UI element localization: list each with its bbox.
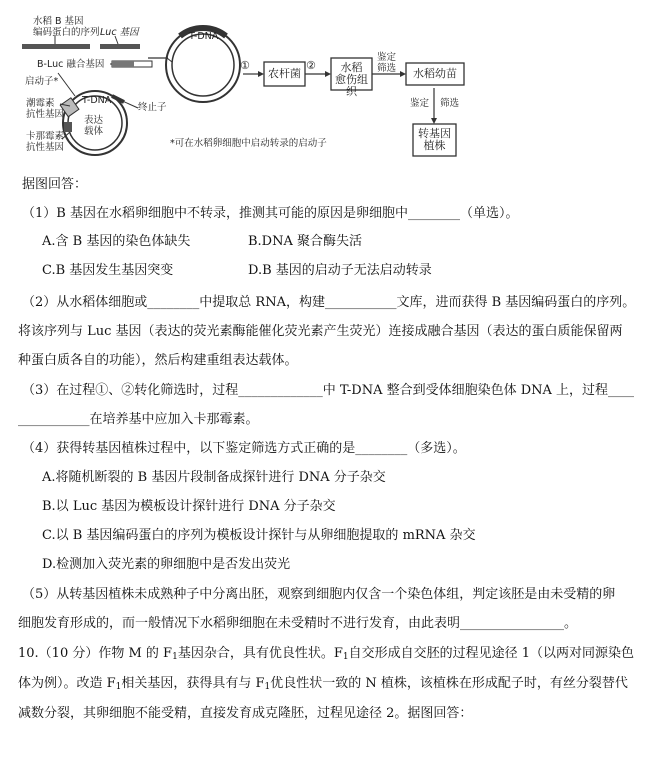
step-1: ① [240,59,250,72]
luc-label: Luc 基因 [100,27,139,38]
q4-option-c: C.以 B 基因编码蛋白的序列为模板设计探针与从卵细胞提取的 mRNA 杂交 [42,528,476,543]
q1-option-d: D.B 基因的启动子无法启动转录 [248,263,432,278]
screen1-label: 鉴定 筛选 [377,52,397,74]
screen2a-label: 鉴定 [410,98,430,109]
screen2b-label: 筛选 [440,98,460,109]
question-10-line-1: 10.（10 分）作物 M 的 $F_1$基因杂合，具有优良性状。$F_1$自交形成自交胚的过程见途径 1（以两对同源染色 [18,646,634,662]
question-2-line-1: （2）从水稻体细胞或________中提取总 RNA，构建___________文库，进而获得 B 基因编码蛋白的序列。 [22,295,636,310]
b-gene-segment [22,44,90,49]
question-5-line-2: 细胞发育形成的，而一般情况下水稻卵细胞在未受精时不进行发育，由此表明________________。 [18,616,578,631]
question-3-line-1: （3）在过程①、②转化筛选时，过程_____________中 T-DNA 整合到受体细胞染色体 DNA 上，过程____ [22,383,635,398]
transgenic-text: 转基因 植株 [418,127,451,152]
b-gene-label: 水稻 B 基因 编码蛋白的序列 [33,16,100,38]
fusion-label: B-Luc 融合基因 [37,59,105,70]
luc-gene-segment [100,44,140,49]
question-10-line-3: 减数分裂，其卵细胞不能受精，直接发育成克隆胚，过程见途径 2。据图回答： [18,706,473,721]
tdna-left-label: T-DNA [82,95,112,106]
promoter-label: 启动子* [25,76,59,87]
question-2-line-2: 将该序列与 Luc 基因（表达的荧光素酶能催化荧光素产生荧光）连接成融合基因（表达的蛋白质能保留两 [18,324,623,339]
q1-option-b: B.DNA 聚合酶失活 [248,234,363,249]
question-5-line-1: （5）从转基因植株未成熟种子中分离出胚，观察到细胞内仅含一个染色体组，判定该胚是由未受精的卵 [22,587,616,602]
q1-option-c: C.B 基因发生基因突变 [42,263,174,278]
footnote: *可在水稻卵细胞中启动转录的启动子 [170,138,327,149]
terminator-label: 终止子 [138,102,167,113]
tdna-top-label: T-DNA [189,31,219,42]
q1-option-a: A.含 B 基因的染色体缺失 [42,234,191,249]
vector-label: 表达 载体 [84,115,104,137]
question-4: （4）获得转基因植株过程中，以下鉴定筛选方式正确的是________（多选）。 [22,441,466,456]
kanamycin-label: 卡那霉素 抗性基因 [26,131,65,153]
question-2-line-3: 种蛋白质各自的功能），然后构建重组表达载体。 [18,353,298,368]
q4-option-b: B.以 Luc 基因为模板设计探针进行 DNA 分子杂交 [42,499,336,514]
question-3-line-2: ___________在培养基中应加入卡那霉素。 [18,412,259,427]
cloning-diagram [0,0,650,175]
q4-option-a: A.将随机断裂的 B 基因片段制备成探针进行 DNA 分子杂交 [42,470,386,485]
hygromycin-label: 潮霉素 抗性基因 [26,98,65,120]
q4-option-d: D.检测加入荧光素的卵细胞中是否发出荧光 [42,557,291,572]
step-2: ② [306,59,316,72]
callus-text: 水稻 愈伤组织 [335,61,368,98]
seedling-text: 水稻幼苗 [413,67,457,80]
intro: 据图回答： [22,177,88,192]
question-10-line-2: 体为例）。改造 $F_1$相关基因，获得具有与 $F_1$优良性状一致的 N 植株，该植株在形成配子时，有丝分裂替代 [18,676,628,692]
question-1: （1）B 基因在水稻卵细胞中不转录，推测其可能的原因是卵细胞中________（单选）。 [22,206,519,221]
agro-text: 农杆菌 [268,67,301,80]
